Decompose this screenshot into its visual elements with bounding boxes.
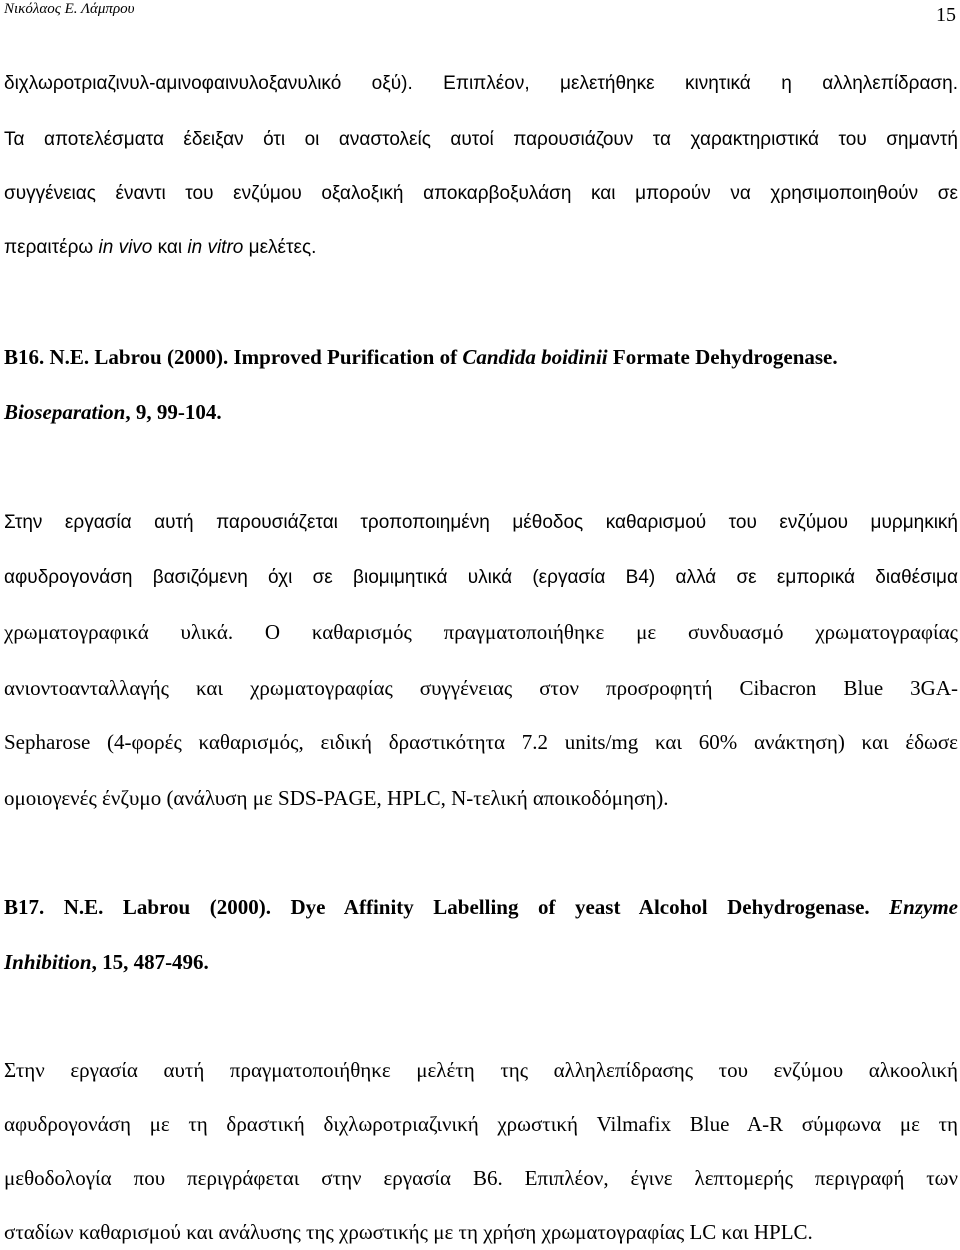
text-run: Formate Dehydrogenase.: [607, 345, 838, 369]
paragraph-3-line-3: μεθοδολογία που περιγράφεται στην εργασία Β6. Επιπλέον, έγινε λεπτομερής περιγραφή των: [4, 1166, 958, 1190]
journal-name: Inhibition: [4, 950, 92, 974]
paragraph-2-line-6: ομοιογενές ένζυμο (ανάλυση με SDS-PAGE, HPLC, Ν-τελική αποικοδόμηση).: [4, 786, 669, 810]
journal-name: Bioseparation: [4, 400, 126, 424]
paragraph-2-line-1: Στην εργασία αυτή παρουσιάζεται τροποποιημένη μέθοδος καθαρισμού του ενζύμου μυρμηκική: [4, 512, 958, 533]
reference-b16-journal: [4, 400, 958, 424]
reference-b17-journal: [4, 950, 958, 974]
paragraph-3-line-4: σταδίων καθαρισμού και ανάλυσης της χρωστικής με τη χρήση χρωματογραφίας LC και HPLC.: [4, 1220, 813, 1244]
text-run: μελέτες.: [243, 237, 317, 258]
running-head-author: Νικόλαος Ε. Λάμπρου: [4, 1, 135, 17]
species-name: Candida boidinii: [462, 345, 608, 369]
page-number: 15: [936, 4, 956, 26]
text-run: , 15, 487-496.: [91, 950, 209, 974]
italic-term: in vivo: [98, 237, 153, 258]
paragraph-3-line-2: αφυδρογονάση με τη δραστική διχλωροτριαζινική χρωστική Vilmafix Blue A-R σύμφωνα με τη: [4, 1112, 958, 1136]
text-run: B16. N.E. Labrou (2000). Improved Purification of: [4, 345, 463, 369]
text-run: και: [152, 237, 188, 258]
paragraph-1-line-3: συγγένειας έναντι του ενζύμου οξαλοξική αποκαρβοξυλάση και μπορούν να χρησιμοποιηθούν σε: [4, 183, 958, 204]
journal-name: Enzyme: [889, 895, 958, 919]
paragraph-3-line-1: Στην εργασία αυτή πραγματοποιήθηκε μελέτη της αλληλεπίδρασης του ενζύμου αλκοολική: [4, 1058, 958, 1082]
paragraph-1-line-2: Τα αποτελέσματα έδειξαν ότι οι αναστολείς αυτοί παρουσιάζουν τα χαρακτηριστικά του σημαντή: [4, 129, 958, 150]
text-run: περαιτέρω: [4, 237, 99, 258]
paragraph-2-line-4: ανιοντοανταλλαγής και χρωματογραφίας συγγένειας στον προσροφητή Cibacron Blue 3GA-: [4, 676, 958, 700]
paragraph-1-line-1: διχλωροτριαζινυλ-αμινοφαινυλοξανυλικό οξύ). Επιπλέον, μελετήθηκε κινητικά η αλληλεπίδραση.: [4, 73, 958, 94]
italic-term: in vitro: [187, 237, 244, 258]
paragraph-2-line-3: χρωματογραφικά υλικά. Ο καθαρισμός πραγματοποιήθηκε με συνδυασμό χρωματογραφίας: [4, 620, 958, 644]
reference-b16-title: [4, 345, 958, 369]
paragraph-1-line-4: [4, 236, 958, 260]
reference-b17-title: [4, 895, 958, 919]
text-run: B17. N.E. Labrou (2000). Dye Affinity Labelling of yeast Alcohol Dehydrogenase.: [4, 895, 890, 919]
text-run: , 9, 99-104.: [125, 400, 222, 424]
paragraph-2-line-2: αφυδρογονάση βασιζόμενη όχι σε βιομιμητικά υλικά (εργασία Β4) αλλά σε εμπορικά διαθέσιμα: [4, 567, 958, 588]
paragraph-2-line-5: Sepharose (4-φορές καθαρισμός, ειδική δραστικότητα 7.2 units/mg και 60% ανάκτηση) και έδωσε: [4, 730, 958, 754]
